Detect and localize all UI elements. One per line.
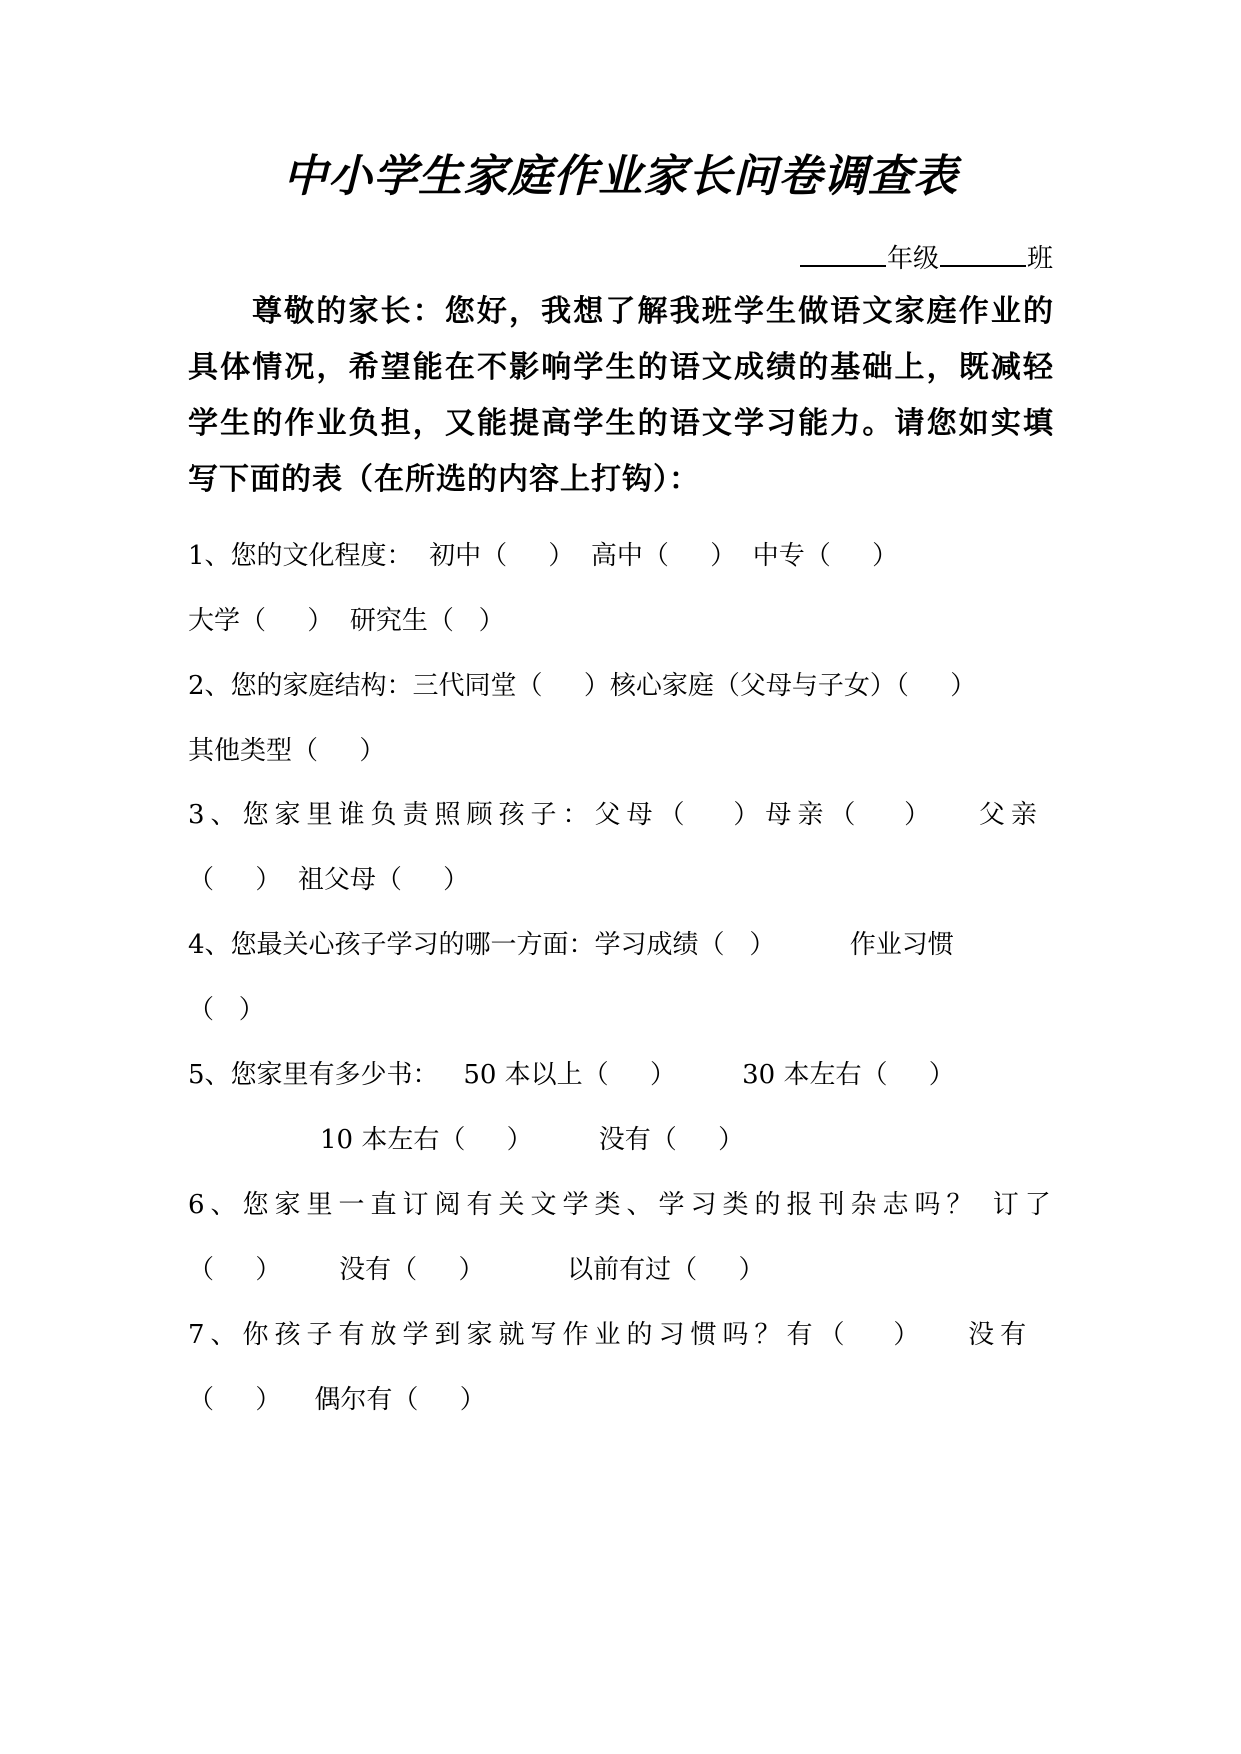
grade-label: 年级 — [886, 244, 939, 274]
question-3-line-2: （ ） 祖父母（ ） — [188, 865, 470, 895]
grade-class-line — [799, 238, 1053, 275]
question-4-line-1: 4、您最关心孩子学习的哪一方面：学习成绩（ ） 作业习惯 — [188, 930, 954, 960]
grade-blank[interactable] — [800, 239, 886, 267]
question-2-line-1: 2、您的家庭结构：三代同堂（ ）核心家庭（父母与子女）（ ） — [188, 671, 977, 701]
question-6-line-1: 6、您家里一直订阅有关文学类、学习类的报刊杂志吗？ 订了 — [188, 1190, 1057, 1220]
question-7-line-2: （ ） 偶尔有（ ） — [188, 1385, 486, 1415]
question-6-line-2: （ ） 没有（ ） 以前有过（ ） — [188, 1255, 765, 1285]
question-5-line-1: 5、您家里有多少书： 50 本以上（ ） 30 本左右（ ） — [188, 1060, 955, 1090]
question-5-line-2: 10 本左右（ ） 没有（ ） — [320, 1125, 745, 1155]
question-7-line-1: 7、你孩子有放学到家就写作业的习惯吗？有（ ） 没有 — [188, 1320, 1033, 1350]
question-4-line-2: （ ） — [188, 995, 265, 1025]
class-blank[interactable] — [940, 239, 1026, 267]
class-label: 班 — [1026, 244, 1053, 274]
question-1-line-2: 大学（ ） 研究生（ ） — [188, 606, 505, 636]
question-2-line-2: 其他类型（ ） — [188, 736, 386, 766]
question-1-line-1: 1、您的文化程度： 初中（ ） 高中（ ） 中专（ ） — [188, 541, 899, 571]
intro-paragraph: 尊敬的家长：您好，我想了解我班学生做语文家庭作业的具体情况，希望能在不影响学生的语文成绩的基础上，既减轻学生的作业负担，又能提高学生的语文学习能力。请您如实填写下面的表（在所选的内容上打钩）： — [188, 294, 1054, 497]
page-title: 中小学生家庭作业家长问卷调查表 — [283, 151, 958, 202]
question-3-line-1: 3、您家里谁负责照顾孩子：父母（ ）母亲（ ） 父亲 — [188, 800, 1043, 830]
